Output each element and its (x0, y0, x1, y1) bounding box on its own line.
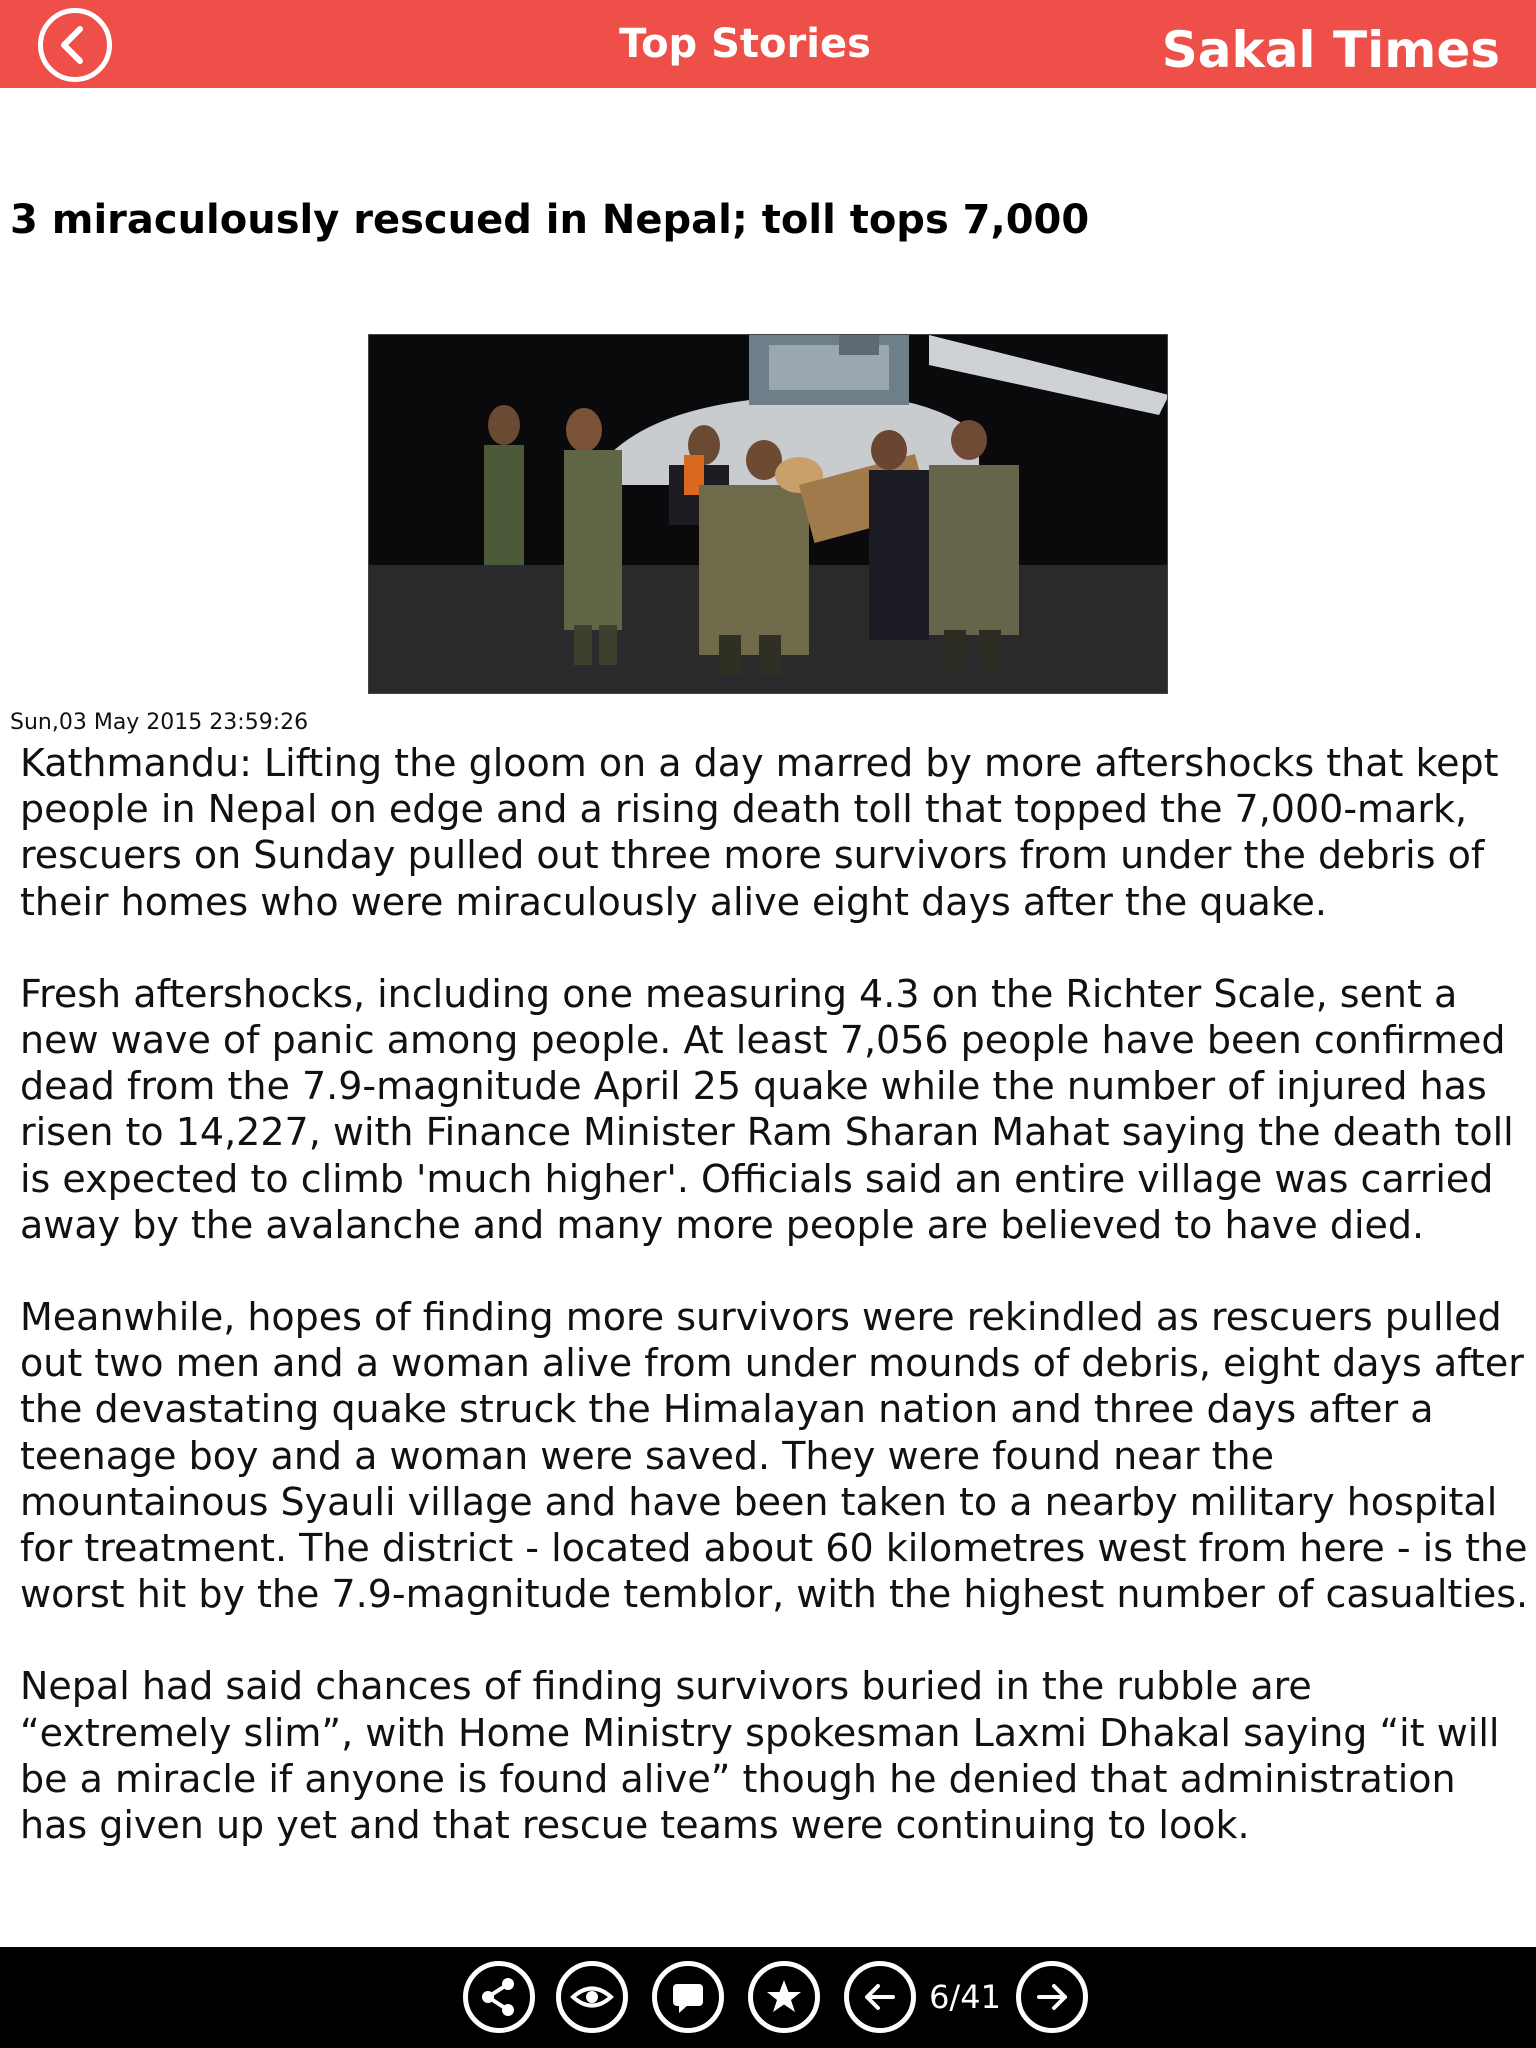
share-button[interactable] (463, 1961, 535, 2033)
article-timestamp: Sun,03 May 2015 23:59:26 (10, 710, 309, 735)
section-title: Top Stories (619, 21, 871, 67)
article-paragraph: Nepal had said chances of finding survivors buried in the rubble are “extremely slim”, with Home Ministry spokesman Laxmi Dhakal saying “it will be a miracle if anyone is found alive” though he denied that administration has given up yet and that rescue teams were continuing to look. (20, 1664, 1500, 1848)
arrow-left-icon (849, 1966, 911, 2028)
top-bar (0, 0, 1536, 88)
page-counter: 6/41 (929, 1978, 1001, 2016)
brand-logo-text: Sakal Times (1161, 21, 1500, 79)
back-button[interactable] (38, 8, 112, 82)
article-photo (368, 334, 1168, 694)
next-article-button[interactable] (1016, 1961, 1088, 2033)
chevron-left-icon (43, 13, 107, 77)
article-body (20, 740, 1530, 1894)
article-paragraph: Fresh aftershocks, including one measuring 4.3 on the Richter Scale, sent a new wave of panic among people. At least 7,056 people have been confirmed dead from the 7.9-magnitude April 25 quake while the number of injured has risen to 14,227, with Finance Minister Ram Sharan Mahat saying the death toll is expected to climb 'much higher'. Officials said an entire village was carried away by the avalanche and many more people are believed to have died. (20, 971, 1514, 1247)
comment-icon (657, 1966, 719, 2028)
article-headline: 3 miraculously rescued in Nepal; toll tops 7,000 (10, 197, 1090, 243)
comment-button[interactable] (652, 1961, 724, 2033)
article-paragraph: Kathmandu: Lifting the gloom on a day marred by more aftershocks that kept people in Nepal on edge and a rising death toll that topped the 7,000-mark, rescuers on Sunday pulled out three more survivors from under the debris of their homes who were miraculously alive eight days after the quake. (20, 741, 1499, 924)
eye-icon (561, 1966, 623, 2028)
view-button[interactable] (556, 1961, 628, 2033)
star-icon (753, 1966, 815, 2028)
share-icon (468, 1966, 530, 2028)
arrow-right-icon (1021, 1966, 1083, 2028)
favorite-button[interactable] (748, 1961, 820, 2033)
previous-article-button[interactable] (844, 1961, 916, 2033)
bottom-toolbar (0, 1947, 1536, 2048)
article-paragraph: Meanwhile, hopes of finding more survivors were rekindled as rescuers pulled out two men and a woman alive from under mounds of debris, eight days after the devastating quake struck the Himalayan nation and three days after a teenage boy and a woman were saved. They were found near the mountainous Syauli village and have been taken to a nearby military hospital for treatment. The district - located about 60 kilometres west from here - is the worst hit by the 7.9-magnitude temblor, with the highest number of casualties. (20, 1295, 1529, 1617)
